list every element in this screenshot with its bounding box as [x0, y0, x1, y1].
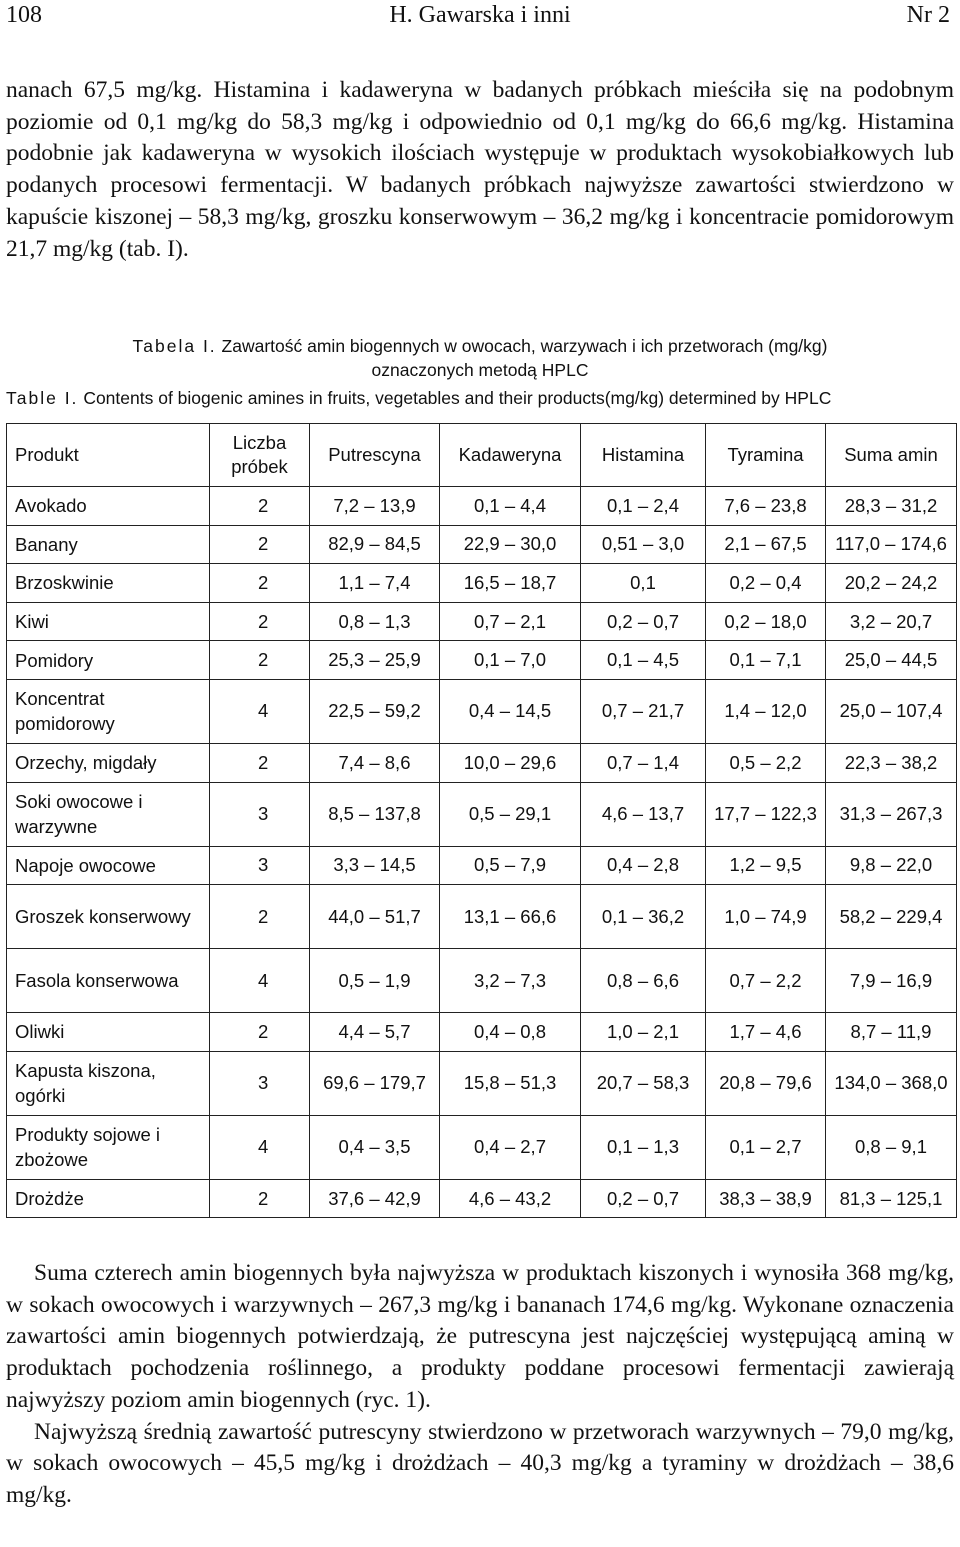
cell-sample-count: 4	[210, 949, 310, 1013]
paragraph-bottom-2: Najwyższą średnią zawartość putrescyny stwierdzono w przetworach warzywnych – 79,0 mg/kg, w sokach owocowych – 45,5 mg/kg i drożdżach – 40,3 mg/kg a tyraminy w drożdżach – 38,6 mg/kg.	[6, 1418, 954, 1508]
cell-sample-count: 3	[210, 846, 310, 885]
cell-histamina: 0,2 – 0,7	[581, 602, 706, 641]
cell-sample-count: 2	[210, 885, 310, 949]
paragraph-bottom-1: Suma czterech amin biogennych była najwyższa w produktach kiszonych i wynosiła 368 mg/kg, w sokach owocowych i warzywnych – 267,3 mg/kg i bananach 174,6 mg/kg. Wykonane oznaczenia zawartości amin biogennych potwierdzają, że putrescyna jest najczęściej występującą aminą w produktach pochodzenia roślinnego, a produkty poddane procesowi fermentacji zawierają najwyższy poziom amin biogennych (ryc. 1).	[6, 1260, 954, 1413]
table-caption	[0, 334, 960, 410]
cell-histamina: 20,7 – 58,3	[581, 1051, 706, 1115]
cell-histamina: 0,1 – 1,3	[581, 1115, 706, 1179]
caption-polish-label: Tabela I.	[132, 336, 217, 356]
cell-kadaweryna: 4,6 – 43,2	[440, 1179, 581, 1218]
table-header-row	[7, 424, 957, 487]
running-head-authors: H. Gawarska i inni	[389, 2, 571, 28]
cell-tyramina: 17,7 – 122,3	[706, 782, 826, 846]
cell-histamina: 0,1 – 36,2	[581, 885, 706, 949]
table-row	[7, 846, 957, 885]
table-row	[7, 487, 957, 526]
cell-kadaweryna: 3,2 – 7,3	[440, 949, 581, 1013]
cell-tyramina: 0,1 – 2,7	[706, 1115, 826, 1179]
cell-histamina: 0,4 – 2,8	[581, 846, 706, 885]
cell-product: Produkty sojowe i zbożowe	[7, 1115, 210, 1179]
cell-histamina: 0,8 – 6,6	[581, 949, 706, 1013]
caption-english-label: Table I.	[6, 388, 79, 408]
cell-sample-count: 2	[210, 1013, 310, 1052]
running-head	[0, 2, 960, 32]
cell-kadaweryna: 0,5 – 29,1	[440, 782, 581, 846]
cell-sample-count: 2	[210, 564, 310, 603]
cell-kadaweryna: 22,9 – 30,0	[440, 525, 581, 564]
cell-product: Groszek konserwowy	[7, 885, 210, 949]
cell-product: Koncentrat pomidorowy	[7, 679, 210, 743]
issue-number: Nr 2	[906, 2, 950, 28]
cell-sample-count: 4	[210, 679, 310, 743]
table-row	[7, 525, 957, 564]
cell-putrescyna: 25,3 – 25,9	[310, 641, 440, 680]
cell-product: Kiwi	[7, 602, 210, 641]
cell-sample-count: 2	[210, 641, 310, 680]
cell-suma-amin: 8,7 – 11,9	[826, 1013, 957, 1052]
cell-tyramina: 0,2 – 0,4	[706, 564, 826, 603]
paragraph-bottom-block	[6, 1258, 954, 1512]
cell-sample-count: 2	[210, 487, 310, 526]
cell-suma-amin: 0,8 – 9,1	[826, 1115, 957, 1179]
cell-tyramina: 38,3 – 38,9	[706, 1179, 826, 1218]
cell-product: Kapusta kiszona, ogórki	[7, 1051, 210, 1115]
cell-kadaweryna: 0,4 – 2,7	[440, 1115, 581, 1179]
cell-product: Napoje owocowe	[7, 846, 210, 885]
cell-suma-amin: 20,2 – 24,2	[826, 564, 957, 603]
cell-tyramina: 0,5 – 2,2	[706, 743, 826, 782]
cell-putrescyna: 0,5 – 1,9	[310, 949, 440, 1013]
cell-suma-amin: 22,3 – 38,2	[826, 743, 957, 782]
table-row	[7, 641, 957, 680]
cell-suma-amin: 25,0 – 107,4	[826, 679, 957, 743]
cell-suma-amin: 58,2 – 229,4	[826, 885, 957, 949]
cell-putrescyna: 0,4 – 3,5	[310, 1115, 440, 1179]
cell-tyramina: 7,6 – 23,8	[706, 487, 826, 526]
table-row	[7, 743, 957, 782]
table-row	[7, 1115, 957, 1179]
cell-putrescyna: 0,8 – 1,3	[310, 602, 440, 641]
header-tyramina: Tyramina	[706, 424, 826, 487]
cell-tyramina: 2,1 – 67,5	[706, 525, 826, 564]
cell-product: Drożdże	[7, 1179, 210, 1218]
cell-histamina: 1,0 – 2,1	[581, 1013, 706, 1052]
table-row	[7, 885, 957, 949]
cell-tyramina: 0,1 – 7,1	[706, 641, 826, 680]
cell-putrescyna: 37,6 – 42,9	[310, 1179, 440, 1218]
cell-kadaweryna: 0,7 – 2,1	[440, 602, 581, 641]
header-suma-amin: Suma amin	[826, 424, 957, 487]
cell-product: Banany	[7, 525, 210, 564]
cell-tyramina: 1,7 – 4,6	[706, 1013, 826, 1052]
table-row	[7, 949, 957, 1013]
cell-tyramina: 1,0 – 74,9	[706, 885, 826, 949]
caption-english-text: Contents of biogenic amines in fruits, vegetables and their products(mg/kg) determined by HPLC	[83, 388, 832, 408]
cell-histamina: 0,51 – 3,0	[581, 525, 706, 564]
cell-kadaweryna: 0,1 – 4,4	[440, 487, 581, 526]
cell-suma-amin: 134,0 – 368,0	[826, 1051, 957, 1115]
cell-tyramina: 1,4 – 12,0	[706, 679, 826, 743]
cell-putrescyna: 22,5 – 59,2	[310, 679, 440, 743]
table-row	[7, 782, 957, 846]
header-produkt: Produkt	[7, 424, 210, 487]
cell-putrescyna: 7,4 – 8,6	[310, 743, 440, 782]
cell-sample-count: 4	[210, 1115, 310, 1179]
cell-putrescyna: 44,0 – 51,7	[310, 885, 440, 949]
cell-product: Brzoskwinie	[7, 564, 210, 603]
cell-product: Pomidory	[7, 641, 210, 680]
cell-putrescyna: 3,3 – 14,5	[310, 846, 440, 885]
header-liczba-probek: Liczba próbek	[210, 424, 310, 487]
cell-suma-amin: 117,0 – 174,6	[826, 525, 957, 564]
cell-histamina: 0,1 – 2,4	[581, 487, 706, 526]
cell-sample-count: 3	[210, 1051, 310, 1115]
caption-polish	[0, 334, 960, 358]
cell-suma-amin: 31,3 – 267,3	[826, 782, 957, 846]
cell-suma-amin: 9,8 – 22,0	[826, 846, 957, 885]
cell-sample-count: 2	[210, 525, 310, 564]
cell-kadaweryna: 15,8 – 51,3	[440, 1051, 581, 1115]
cell-tyramina: 0,7 – 2,2	[706, 949, 826, 1013]
cell-suma-amin: 7,9 – 16,9	[826, 949, 957, 1013]
cell-putrescyna: 7,2 – 13,9	[310, 487, 440, 526]
paragraph-top: nanach 67,5 mg/kg. Histamina i kadaweryna w badanych próbkach mieściła się na podobnym poziomie od 0,1 mg/kg do 58,3 mg/kg i odpowiednio od 0,1 mg/kg do 66,6 mg/kg. Histamina podobnie jak kadaweryna w wysokich ilościach występuje w produktach wysokobiałkowych lub podanych procesowi fermentacji. W badanych próbkach najwyższe zawartości stwierdzono w kapuście kiszonej – 58,3 mg/kg, groszku konserwowym – 36,2 mg/kg i koncentracie pomidorowym 21,7 mg/kg (tab. I).	[6, 77, 954, 262]
table-row	[7, 1013, 957, 1052]
table-row	[7, 602, 957, 641]
page-number: 108	[6, 2, 42, 28]
table-row	[7, 1179, 957, 1218]
cell-putrescyna: 82,9 – 84,5	[310, 525, 440, 564]
cell-sample-count: 2	[210, 1179, 310, 1218]
cell-product: Orzechy, migdały	[7, 743, 210, 782]
cell-sample-count: 2	[210, 743, 310, 782]
caption-polish-text: Zawartość amin biogennych w owocach, warzywach i ich przetworach (mg/kg)	[221, 336, 828, 356]
cell-product: Oliwki	[7, 1013, 210, 1052]
cell-kadaweryna: 0,4 – 14,5	[440, 679, 581, 743]
cell-kadaweryna: 16,5 – 18,7	[440, 564, 581, 603]
cell-putrescyna: 1,1 – 7,4	[310, 564, 440, 603]
amines-table	[6, 423, 957, 1218]
cell-tyramina: 1,2 – 9,5	[706, 846, 826, 885]
cell-histamina: 0,7 – 21,7	[581, 679, 706, 743]
cell-sample-count: 3	[210, 782, 310, 846]
cell-kadaweryna: 13,1 – 66,6	[440, 885, 581, 949]
header-histamina: Histamina	[581, 424, 706, 487]
cell-kadaweryna: 0,4 – 0,8	[440, 1013, 581, 1052]
cell-product: Fasola konserwowa	[7, 949, 210, 1013]
caption-english	[0, 386, 960, 410]
cell-putrescyna: 8,5 – 137,8	[310, 782, 440, 846]
cell-tyramina: 0,2 – 18,0	[706, 602, 826, 641]
cell-product: Avokado	[7, 487, 210, 526]
cell-kadaweryna: 0,1 – 7,0	[440, 641, 581, 680]
cell-product: Soki owocowe i warzywne	[7, 782, 210, 846]
cell-histamina: 4,6 – 13,7	[581, 782, 706, 846]
cell-tyramina: 20,8 – 79,6	[706, 1051, 826, 1115]
cell-histamina: 0,7 – 1,4	[581, 743, 706, 782]
table-row	[7, 679, 957, 743]
header-putrescyna: Putrescyna	[310, 424, 440, 487]
paragraph-top-block	[6, 75, 954, 265]
cell-suma-amin: 28,3 – 31,2	[826, 487, 957, 526]
cell-histamina: 0,2 – 0,7	[581, 1179, 706, 1218]
cell-kadaweryna: 0,5 – 7,9	[440, 846, 581, 885]
cell-sample-count: 2	[210, 602, 310, 641]
caption-polish-line2: oznaczonych metodą HPLC	[371, 360, 589, 380]
table-body	[7, 487, 957, 1218]
cell-suma-amin: 25,0 – 44,5	[826, 641, 957, 680]
cell-kadaweryna: 10,0 – 29,6	[440, 743, 581, 782]
cell-suma-amin: 3,2 – 20,7	[826, 602, 957, 641]
header-kadaweryna: Kadaweryna	[440, 424, 581, 487]
cell-histamina: 0,1 – 4,5	[581, 641, 706, 680]
cell-histamina: 0,1	[581, 564, 706, 603]
table-row	[7, 1051, 957, 1115]
cell-putrescyna: 4,4 – 5,7	[310, 1013, 440, 1052]
table-row	[7, 564, 957, 603]
cell-putrescyna: 69,6 – 179,7	[310, 1051, 440, 1115]
cell-suma-amin: 81,3 – 125,1	[826, 1179, 957, 1218]
